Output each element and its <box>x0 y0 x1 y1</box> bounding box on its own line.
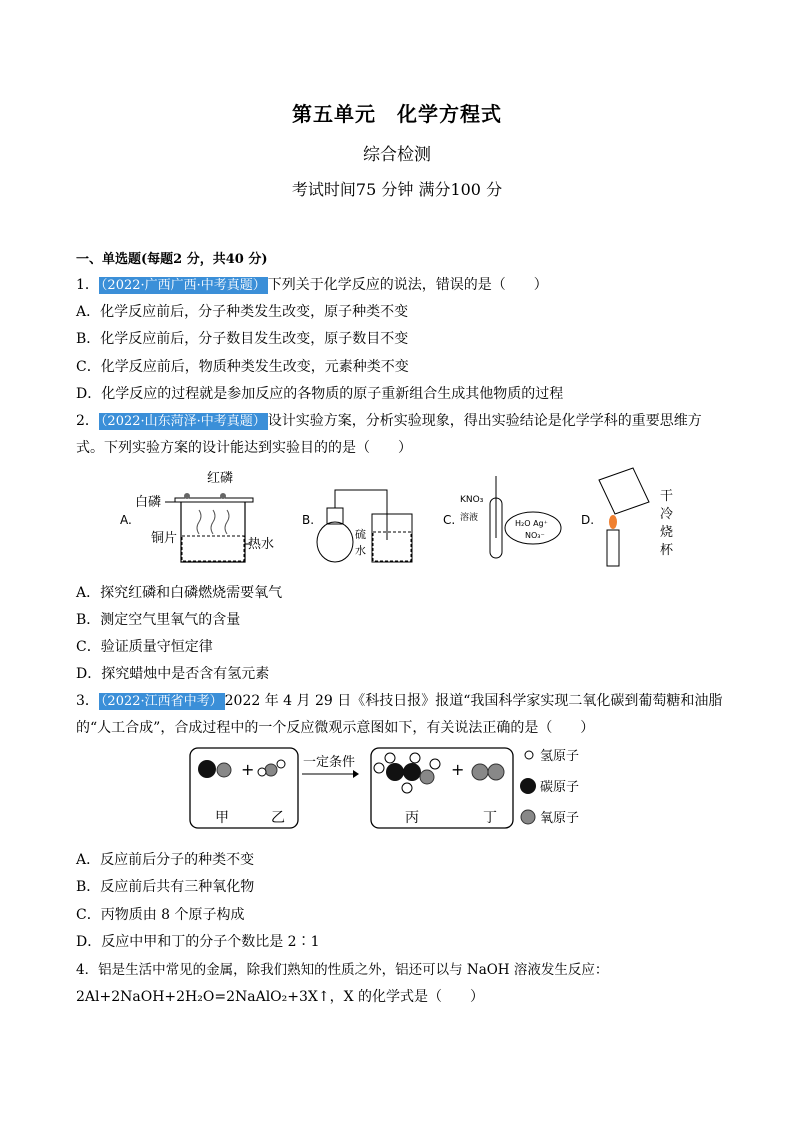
plus-sign: + <box>241 760 255 779</box>
label-ions-2: NO₃⁻ <box>525 531 545 540</box>
option-b: B．化学反应前后，分子数目发生改变，原子数目不变 <box>76 331 409 347</box>
legend-carbon <box>520 778 536 794</box>
experiment-figure <box>115 462 675 572</box>
question-number: 3． <box>76 693 99 709</box>
section-heading: 一、单选题(每题2 分，共40 分) <box>76 252 268 267</box>
label-a: A. <box>120 513 132 527</box>
legend-hydrogen-label: 氢原子 <box>540 749 580 764</box>
legend-oxygen <box>521 810 535 824</box>
label-bing: 丙 <box>405 810 419 826</box>
question-4-formula: 2Al+2NaOH+2H₂O=2NaAlO₂+3X↑，X 的化学式是（ ） <box>76 989 485 1005</box>
label-ding: 丁 <box>483 810 497 826</box>
label-kno3: KNO₃ <box>460 495 484 505</box>
question-stem-cont: 的“人工合成”，合成过程中的一个反应微观示意图如下，有关说法正确的是（ ） <box>76 720 595 736</box>
label-beaker-1: 干 <box>660 489 674 504</box>
hydrogen-atom <box>277 760 285 768</box>
apparatus-d <box>581 468 674 566</box>
option-a: A．反应前后分子的种类不变 <box>76 852 255 868</box>
label-beaker-4: 杯 <box>660 543 674 558</box>
carbon-atom <box>198 760 216 778</box>
option-a: A．探究红磷和白磷燃烧需要氧气 <box>76 585 283 601</box>
question-number: 2． <box>76 413 99 429</box>
question-4: 4．铝是生活中常见的金属，除我们熟知的性质之外，铝还可以与 NaOH 溶液发生反应： <box>76 962 609 978</box>
label-b: B. <box>302 513 315 527</box>
source-tag[interactable]: （2022·广西广西·中考真题） <box>100 278 266 293</box>
legend-hydrogen <box>525 751 533 759</box>
label-white-phosphorus: 白磷 <box>135 495 162 510</box>
plus-sign: + <box>451 760 465 779</box>
label-solution: 溶液 <box>460 513 479 523</box>
label-red-phosphorus: 红磷 <box>207 471 234 486</box>
apparatus-c <box>443 476 561 558</box>
label-jia: 甲 <box>215 810 229 826</box>
option-a: A．化学反应前后，分子种类发生改变，原子种类不变 <box>76 304 409 320</box>
option-d: D．反应中甲和丁的分子个数比是 2∶1 <box>76 934 320 950</box>
option-d: D．探究蜡烛中是否含有氢元素 <box>76 666 270 682</box>
apparatus-a <box>120 470 274 562</box>
option-b: B．反应前后共有三种氧化物 <box>76 879 255 895</box>
label-water-1: 硫 <box>355 528 366 541</box>
option-c: C．丙物质由 8 个原子构成 <box>76 907 245 923</box>
legend-carbon-label: 碳原子 <box>540 780 580 795</box>
option-b: B．测定空气里氧气的含量 <box>76 612 241 628</box>
label-ions-1: H₂O Ag⁺ <box>515 519 548 528</box>
label-water-2: 水 <box>355 544 366 557</box>
question-1 <box>76 274 548 294</box>
label-yi: 乙 <box>271 810 285 826</box>
reaction-diagram <box>185 744 605 834</box>
option-c: C．化学反应前后，物质种类发生改变，元素种类不变 <box>76 359 409 375</box>
question-stem: 设计实验方案，分析实验现象，得出实验结论是化学学科的重要思维方 <box>267 413 702 429</box>
question-stem: 2022 年 4 月 29 日《科技日报》报道“我国科学家实现二氧化碳到葡萄糖和油脂 <box>224 693 723 709</box>
page-subtitle: 综合检测 <box>363 145 431 165</box>
source-tag[interactable]: （2022·山东菏泽·中考真题） <box>100 414 266 429</box>
exam-info: 考试时间75 分钟 满分100 分 <box>291 180 503 199</box>
option-c: C．验证质量守恒定律 <box>76 639 213 655</box>
question-3 <box>76 690 722 710</box>
question-stem: 下列关于化学反应的说法，错误的是（ ） <box>267 277 548 293</box>
label-beaker-3: 烧 <box>660 525 674 540</box>
page-title: 第五单元 化学方程式 <box>292 102 502 126</box>
source-tag[interactable]: （2022·江西省中考） <box>100 694 223 709</box>
label-c: C. <box>443 513 456 527</box>
oxygen-atom <box>217 763 231 777</box>
condition-label: 一定条件 <box>303 755 356 770</box>
label-beaker-2: 冷 <box>660 507 674 522</box>
label-hot-water: 热水 <box>248 537 275 552</box>
label-d: D. <box>581 513 595 527</box>
legend-oxygen-label: 氧原子 <box>540 811 580 826</box>
apparatus-b <box>302 490 412 562</box>
label-copper: 铜片 <box>151 531 178 546</box>
hydrogen-atom <box>258 768 266 776</box>
option-d: D．化学反应的过程就是参加反应的各物质的原子重新组合生成其他物质的过程 <box>76 386 564 402</box>
question-2 <box>76 410 702 430</box>
question-stem-cont: 式。下列实验方案的设计能达到实验目的的是（ ） <box>76 440 412 456</box>
oxygen-atom <box>265 764 277 776</box>
question-number: 1． <box>76 277 99 293</box>
